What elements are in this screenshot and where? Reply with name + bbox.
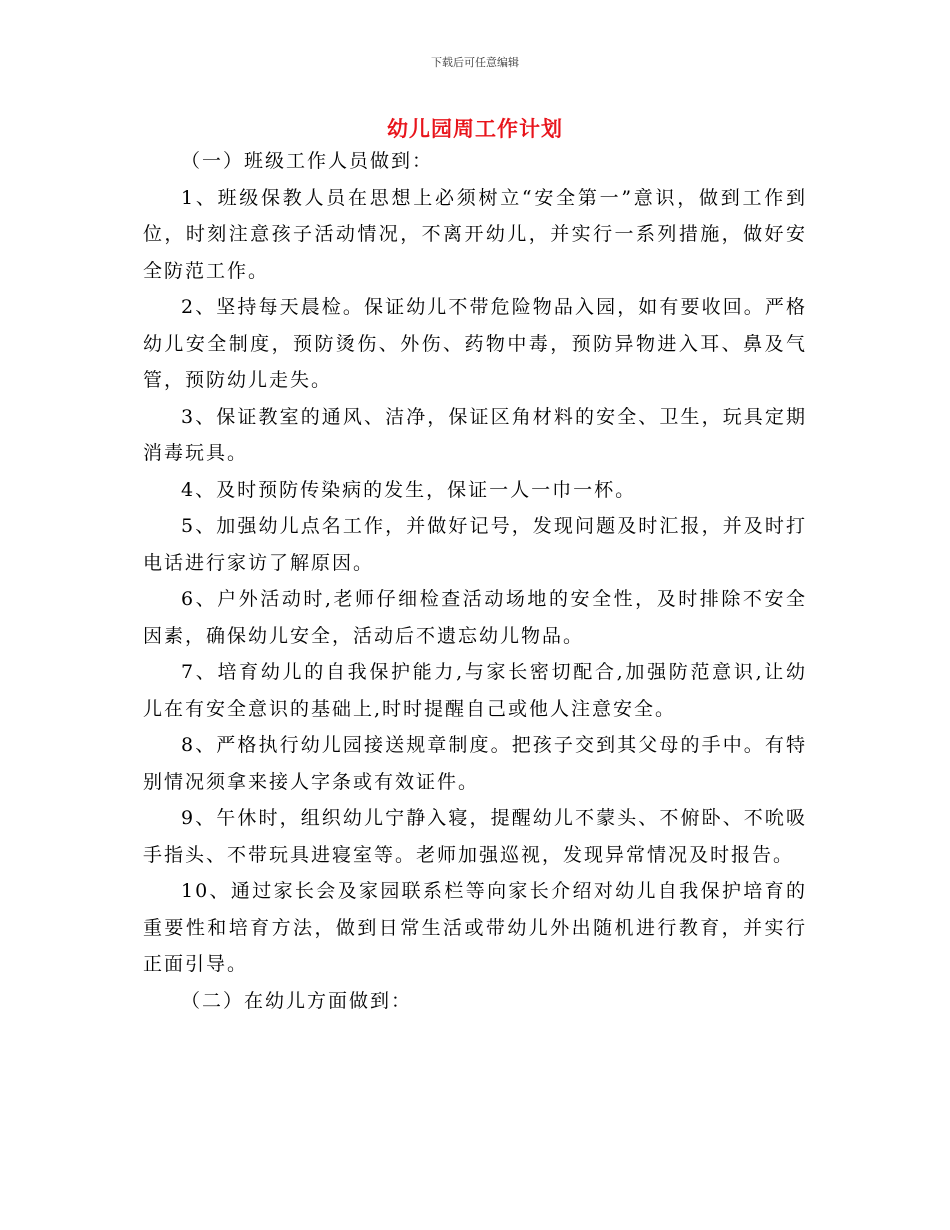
paragraph-item-8: 8、严格执行幼儿园接送规章制度。把孩子交到其父母的手中。有特别情况须拿来接人字条或有效证件。 (143, 734, 807, 793)
paragraph-item-7: 7、培育幼儿的自我保护能力,与家长密切配合,加强防范意识,让幼儿在有安全意识的基础上,时时提醒自己或他人注意安全。 (143, 661, 807, 720)
paragraph-item-1: 1、班级保教人员在思想上必须树立“安全第一”意识，做到工作到位，时刻注意孩子活动情况，不离开幼儿，并实行一系列措施，做好安全防范工作。 (143, 186, 807, 282)
paragraph-item-5: 5、加强幼儿点名工作，并做好记号，发现问题及时汇报，并及时打电话进行家访了解原因。 (143, 515, 807, 574)
header-note: 下载后可任意编辑 (431, 56, 519, 69)
document-body (143, 143, 807, 1019)
paragraph-item-9: 9、午休时，组织幼儿宁静入寝，提醒幼儿不蒙头、不俯卧、不吮吸手指头、不带玩具进寝室等。老师加强巡视，发现异常情况及时报告。 (143, 807, 807, 866)
section-heading-2: （二）在幼儿方面做到： (181, 989, 413, 1012)
paragraph-item-3: 3、保证教室的通风、洁净，保证区角材料的安全、卫生，玩具定期消毒玩具。 (143, 405, 807, 464)
paragraph-item-4: 4、及时预防传染病的发生，保证一人一巾一杯。 (181, 478, 637, 501)
paragraph-item-10: 10、通过家长会及家园联系栏等向家长介绍对幼儿自我保护培育的重要性和培育方法，做到日常生活或带幼儿外出随机进行教育，并实行正面引导。 (143, 880, 807, 975)
paragraph-item-6: 6、户外活动时,老师仔细检查活动场地的安全性，及时排除不安全因素，确保幼儿安全，活动后不遗忘幼儿物品。 (143, 588, 807, 647)
page-title: 幼儿园周工作计划 (387, 117, 563, 141)
section-heading-1: （一）班级工作人员做到： (181, 150, 434, 172)
paragraph-item-2: 2、坚持每天晨检。保证幼儿不带危险物品入园，如有要收回。严格幼儿安全制度，预防烫伤、外伤、药物中毒，预防异物进入耳、鼻及气管，预防幼儿走失。 (143, 296, 807, 391)
